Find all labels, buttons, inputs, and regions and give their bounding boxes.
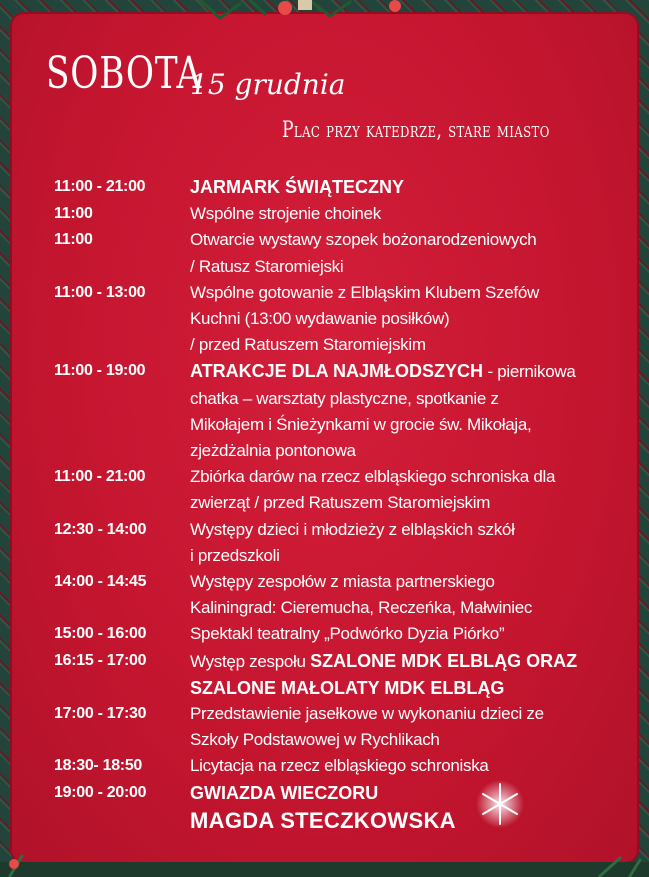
event-desc: Występy zespołów z miasta partnerskiego <box>190 572 495 592</box>
pine-branch-icon <box>190 0 450 30</box>
event-desc: Spektakl teatralny „Podwórko Dyzia Piórko” <box>190 624 505 644</box>
event-title: SZALONE MDK ELBLĄG ORAZ <box>310 650 578 671</box>
list-item <box>54 174 614 201</box>
pine-border-icon <box>0 842 649 877</box>
event-desc: Występy dzieci i młodzieży z elbląskich szkół <box>190 519 515 539</box>
event-desc: zjeżdżalnia pontonowa <box>190 441 356 461</box>
list-item <box>54 621 614 647</box>
event-title: GWIAZDA WIECZORU <box>190 782 379 803</box>
event-time: 12:30 - 14:00 <box>54 520 147 538</box>
event-desc: - piernikowa <box>483 362 576 382</box>
event-desc: / przed Ratuszem Staromiejskim <box>190 335 426 355</box>
list-item <box>54 464 614 516</box>
event-desc: Kaliningrad: Cieremucha, Reczeńka, Małwiniec <box>190 598 533 618</box>
event-desc: / Ratusz Staromiejski <box>190 256 344 276</box>
event-time: 17:00 - 17:30 <box>54 705 147 723</box>
headliner-name: MAGDA STECZKOWSKA <box>190 807 456 833</box>
event-time: 11:00 - 19:00 <box>54 362 146 380</box>
list-item <box>54 227 614 279</box>
event-desc: Zbiórka darów na rzecz elbląskiego schroniska dla <box>190 467 556 487</box>
snowflake-icon <box>474 778 526 830</box>
event-time: 11:00 - 21:00 <box>54 468 146 486</box>
event-time: 11:00 <box>54 205 93 223</box>
event-title: SZALONE MAŁOLATY MDK ELBLĄG <box>190 677 505 698</box>
event-time: 15:00 - 16:00 <box>54 625 147 643</box>
event-time: 16:15 - 17:00 <box>54 651 147 669</box>
schedule-list <box>54 174 614 834</box>
event-desc: Wspólne strojenie choinek <box>190 204 381 224</box>
list-item <box>54 201 614 227</box>
list-item <box>54 701 614 753</box>
list-item <box>54 280 614 359</box>
event-desc: Otwarcie wystawy szopek bożonarodzeniowych <box>190 230 537 250</box>
event-desc: Szkoły Podstawowej w Rychlikach <box>190 730 440 750</box>
day-title: SOBOTA <box>46 48 203 99</box>
event-time: 18:30- 18:50 <box>54 757 143 775</box>
event-desc: zwierząt / przed Ratuszem Staromiejskim <box>190 493 491 513</box>
event-desc: Przedstawienie jasełkowe w wykonaniu dzieci ze <box>190 704 544 724</box>
list-item <box>54 806 614 834</box>
list-item <box>54 780 614 806</box>
list-item <box>54 569 614 621</box>
list-item <box>54 648 614 701</box>
event-time: 14:00 - 14:45 <box>54 573 147 591</box>
event-desc: chatka – warsztaty plastyczne, spotkanie z <box>190 388 499 408</box>
event-time: 11:00 <box>54 231 93 249</box>
list-item <box>54 517 614 569</box>
date-title: 15 grudnia <box>190 68 346 101</box>
list-item <box>54 358 614 464</box>
event-desc: i przedszkoli <box>190 545 280 565</box>
event-desc: Licytacja na rzecz elbląskiego schroniska <box>190 756 489 776</box>
event-title: JARMARK ŚWIĄTECZNY <box>190 177 404 197</box>
event-desc: Wspólne gotowanie z Elbląskim Klubem Szefów <box>190 282 539 302</box>
event-desc: Występ zespołu <box>190 651 311 671</box>
event-title: ATRAKCJE DLA NAJMŁODSZYCH <box>190 361 484 382</box>
place-title: Plac przy katedrze, stare miasto <box>282 118 550 143</box>
list-item <box>54 753 614 779</box>
event-time: 11:00 - 21:00 <box>54 178 146 195</box>
event-time: 19:00 - 20:00 <box>54 783 147 801</box>
event-desc: Kuchni (13:00 wydawanie posiłków) <box>190 309 450 329</box>
event-desc: Mikołajem i Śnieżynkami w grocie św. Mikołaja, <box>190 414 532 434</box>
event-time: 11:00 - 13:00 <box>54 283 146 301</box>
